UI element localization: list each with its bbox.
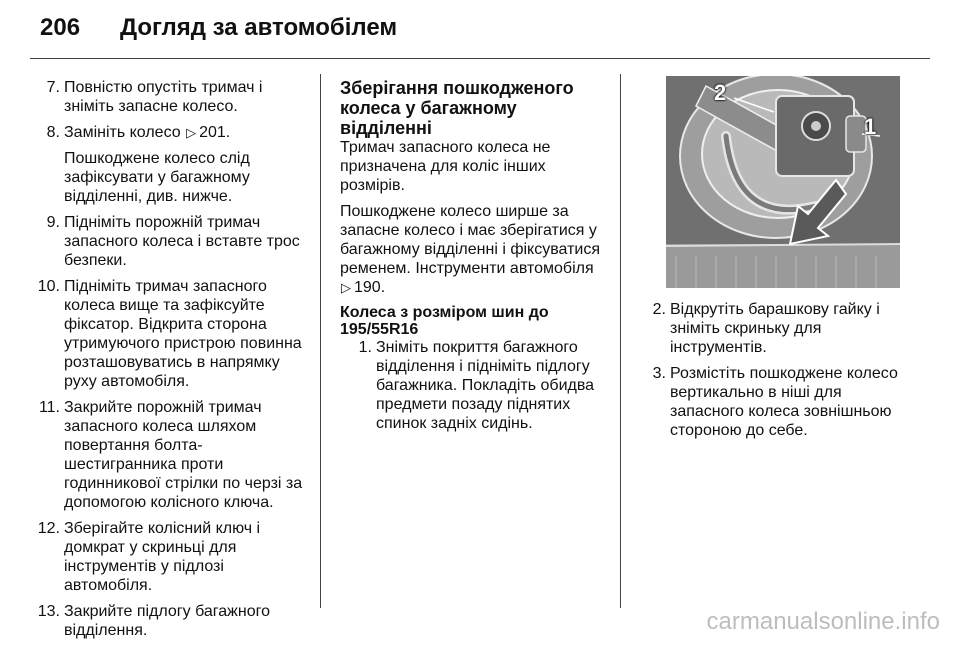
illustration-drawing [666,76,900,288]
right-column [640,300,902,447]
list-item-7: 7. Повністю опустіть тримач і зніміть запасне колесо. [46,79,263,115]
xref-link-201[interactable]: 201. [199,124,231,141]
column-divider-right [620,74,621,608]
arrow-ref-icon: ▷ [186,125,197,140]
arrow-ref-icon: ▷ [341,280,351,295]
callout-1: 1 [864,114,877,139]
item-8-note: Пошкоджене колесо слід зафіксувати у багажному відділенні, див. нижче. [64,150,250,205]
watermark: carmanualsonline.info [706,608,940,635]
header-divider [30,58,930,59]
list-item-1: 1. Зніміть покриття багажного відділення і підніміть підлогу багажника. Покладіть обидва предмети позаду піднятих спинок задніх сидінь. [358,339,595,432]
callout-2: 2 [714,80,727,105]
paragraph-1: Тримач запасного колеса не призначена для коліс інших розмірів. [340,139,551,194]
xref-link-190[interactable]: 190. [354,279,386,296]
section-heading: Зберігання пошкодженого колеса у багажному відділенні [340,78,574,138]
page-header [40,14,920,54]
list-item-2: 2. Відкрутіть барашкову гайку і зніміть скриньку для інструментів. [652,301,880,356]
list-item-11: 11. Закрийте порожній тримач запасного колеса шляхом повертання болта-шестигранника проти годинникової стрілки по черзі за допомогою колісного ключа. [38,399,303,511]
list-item-12: 12. Зберігайте колісний ключ і домкрат у скриньці для інструментів у підлозі автомобіля. [37,520,261,594]
paragraph-2: Пошкоджене колесо ширше за запасне колесо і має зберігатися у багажному відділенні і фіксуватися ременем. Інструменти автомобіля ▷ 190. [340,203,601,296]
list-item-8: 8. Замініть колесо ▷ 201. Пошкоджене колесо слід зафіксувати у багажному відділенні, див. нижче. [34,123,304,206]
list-item-10: 10. Підніміть тримач запасного колеса вище та зафіксуйте фіксатор. Відкрита сторона утримуючого пристрою повинна розташовуватись в напрямку руху автомобіля. [37,278,302,390]
list-item-3: 3. Розмістіть пошкоджене колесо вертикально в ніші для запасного колеса зовнішньою стороною до себе. [652,365,898,439]
list-item-9: 9. Підніміть порожній тримач запасного колеса і вставте трос безпеки. [46,214,300,269]
spare-wheel-well-illustration [666,76,900,288]
column-divider-left [320,74,321,608]
middle-column [340,78,608,440]
page-title: Догляд за автомобілем [120,14,398,41]
left-column [34,78,304,647]
sub-heading: Колеса з розміром шин до 195/55R16 [340,304,549,338]
page-number: 206 [40,14,81,41]
list-item-13: 13. Закрийте підлогу багажного відділення. [37,603,270,639]
